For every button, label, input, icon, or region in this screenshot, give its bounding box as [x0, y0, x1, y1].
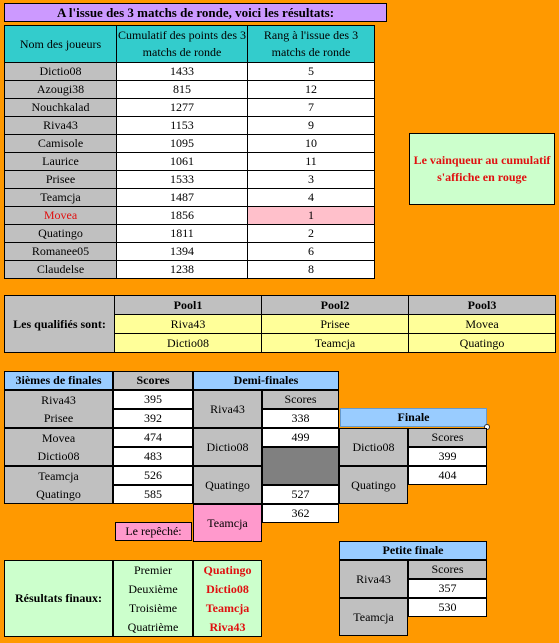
- player-points: 1095: [117, 135, 248, 153]
- final-results-label: Résultats finaux:: [4, 560, 113, 637]
- player-row: [5, 153, 375, 171]
- small-final-player2: Teamcja: [339, 598, 408, 636]
- player-row: [5, 243, 375, 261]
- semi-score4: 362: [262, 504, 339, 523]
- third-match2-score1: 474: [113, 428, 193, 447]
- header-name: Nom des joueurs: [5, 26, 117, 63]
- third-match2-player2: Dictio08: [4, 447, 113, 466]
- third-match1-score2: 392: [113, 409, 193, 428]
- place-3: Troisième: [128, 601, 178, 615]
- final-player2: Quatingo: [339, 466, 408, 504]
- player-name: Dictio08: [5, 63, 117, 81]
- player-points: 1487: [117, 189, 248, 207]
- semi-score2: 499: [262, 428, 339, 447]
- final-score2: 404: [408, 466, 487, 485]
- winner-note: Le vainqueur au cumulatif s'affiche en rouge: [409, 133, 555, 205]
- player-name: Prisee: [5, 171, 117, 189]
- player-name: Movea: [5, 207, 117, 225]
- repechage-label: Le repêché:: [115, 522, 192, 541]
- pool3-qualified-2: Quatingo: [409, 334, 556, 353]
- player-rank: 5: [248, 63, 375, 81]
- player-points: 1153: [117, 117, 248, 135]
- final-title: Finale: [340, 408, 487, 427]
- third-match2-player1: Movea: [4, 428, 113, 447]
- player-points: 1533: [117, 171, 248, 189]
- player-row: [5, 207, 375, 225]
- player-name: Riva43: [5, 117, 117, 135]
- player-rank: 7: [248, 99, 375, 117]
- player-name: Laurice: [5, 153, 117, 171]
- player-points: 1061: [117, 153, 248, 171]
- third-finals-title: 3ièmes de finales: [4, 371, 113, 390]
- results-table: [4, 25, 375, 279]
- ranked-player-2: Dictio08: [206, 582, 249, 596]
- player-name: Romanee05: [5, 243, 117, 261]
- player-points: 1394: [117, 243, 248, 261]
- pool1-header: Pool1: [115, 296, 262, 315]
- player-name: Quatingo: [5, 225, 117, 243]
- player-row: [5, 117, 375, 135]
- player-name: Camisole: [5, 135, 117, 153]
- pool2-qualified-1: Prisee: [262, 315, 409, 334]
- player-row: [5, 261, 375, 279]
- player-row: [5, 81, 375, 99]
- player-name: Azougi38: [5, 81, 117, 99]
- third-match3-player1: Teamcja: [4, 466, 113, 485]
- ranked-player-3: Teamcja: [205, 601, 250, 615]
- player-name: Nouchkalad: [5, 99, 117, 117]
- player-rank: 1: [248, 207, 375, 225]
- third-finals-scores-header: Scores: [113, 371, 193, 390]
- player-row: [5, 189, 375, 207]
- third-match2-score2: 483: [113, 447, 193, 466]
- ranked-player-1: Quatingo: [203, 563, 252, 577]
- third-match3-score1: 526: [113, 466, 193, 485]
- third-match1-player2: Prisee: [4, 409, 113, 428]
- header-points: Cumulatif des points des 3 matchs de ronde: [117, 26, 248, 63]
- small-final-title: Petite finale: [339, 541, 487, 560]
- ranked-player-4: Riva43: [209, 620, 246, 634]
- player-row: [5, 63, 375, 81]
- player-name: Claudelse: [5, 261, 117, 279]
- pool1-qualified-2: Dictio08: [115, 334, 262, 353]
- player-points: 1433: [117, 63, 248, 81]
- semi-player2: Dictio08: [193, 428, 262, 466]
- semi-score3: 527: [262, 485, 339, 504]
- player-points: 1811: [117, 225, 248, 243]
- pools-label: Les qualifiés sont:: [5, 296, 115, 353]
- final-results-places: [113, 560, 193, 637]
- player-rank: 9: [248, 117, 375, 135]
- final-results-names: [193, 560, 262, 637]
- player-rank: 6: [248, 243, 375, 261]
- player-rank: 12: [248, 81, 375, 99]
- player-rank: 3: [248, 171, 375, 189]
- player-points: 815: [117, 81, 248, 99]
- pool2-qualified-2: Teamcja: [262, 334, 409, 353]
- place-4: Quatrième: [127, 620, 179, 634]
- results-header-row: [5, 26, 375, 63]
- player-points: 1856: [117, 207, 248, 225]
- pool3-qualified-1: Movea: [409, 315, 556, 334]
- player-row: [5, 171, 375, 189]
- semi-finals-title: Demi-finales: [193, 371, 339, 390]
- player-rank: 10: [248, 135, 375, 153]
- semi-separator: [262, 447, 339, 485]
- player-row: [5, 135, 375, 153]
- player-rank: 2: [248, 225, 375, 243]
- player-rank: 8: [248, 261, 375, 279]
- small-final-score1: 357: [408, 579, 487, 598]
- main-title: A l'issue des 3 matchs de ronde, voici les résultats:: [4, 3, 387, 22]
- player-row: [5, 225, 375, 243]
- pools-table: [4, 295, 556, 353]
- final-scores-header: Scores: [408, 428, 487, 447]
- final-score1: 399: [408, 447, 487, 466]
- third-match3-score2: 585: [113, 485, 193, 504]
- third-match3-player2: Quatingo: [4, 485, 113, 504]
- final-player1: Dictio08: [339, 428, 408, 466]
- pool1-qualified-1: Riva43: [115, 315, 262, 334]
- small-final-score2: 530: [408, 598, 487, 617]
- small-final-scores-header: Scores: [408, 560, 487, 579]
- semi-player3: Quatingo: [193, 466, 262, 504]
- place-2: Deuxième: [128, 582, 178, 596]
- semi-scores-header: Scores: [262, 390, 339, 409]
- semi-player1: Riva43: [193, 390, 262, 428]
- pool2-header: Pool2: [262, 296, 409, 315]
- small-final-player1: Riva43: [339, 560, 408, 598]
- player-points: 1277: [117, 99, 248, 117]
- player-name: Teamcja: [5, 189, 117, 207]
- player-rank: 4: [248, 189, 375, 207]
- third-match1-player1: Riva43: [4, 390, 113, 409]
- place-1: Premier: [134, 563, 172, 577]
- player-row: [5, 99, 375, 117]
- player-points: 1238: [117, 261, 248, 279]
- semi-score1: 338: [262, 409, 339, 428]
- semi-player4-repechage: Teamcja: [193, 504, 262, 542]
- player-rank: 11: [248, 153, 375, 171]
- header-rank: Rang à l'issue des 3 matchs de ronde: [248, 26, 375, 63]
- pool3-header: Pool3: [409, 296, 556, 315]
- third-match1-score1: 395: [113, 390, 193, 409]
